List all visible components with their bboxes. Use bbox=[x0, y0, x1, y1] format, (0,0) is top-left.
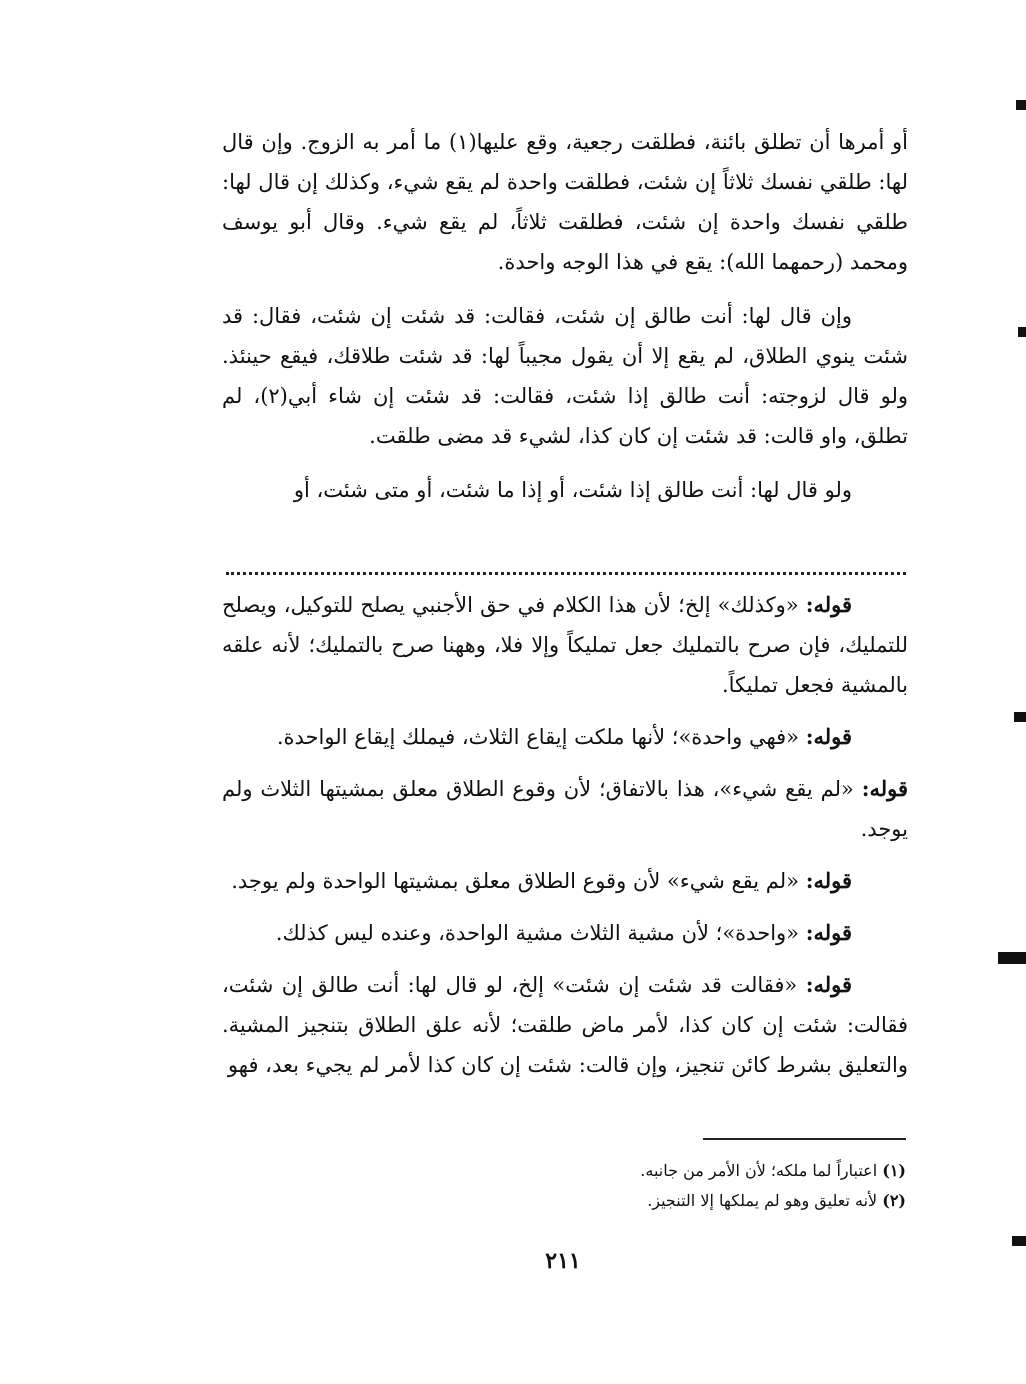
footnote-1 bbox=[500, 1156, 906, 1186]
scan-edge-mark bbox=[1016, 100, 1026, 110]
commentary-paragraph-4 bbox=[222, 861, 908, 901]
commentary-lead: قوله: bbox=[805, 972, 852, 997]
commentary-paragraph-3 bbox=[222, 769, 908, 849]
commentary-lead: قوله: bbox=[805, 920, 852, 945]
commentary-text: «فقالت قد شئت إن شئت» إلخ، لو قال لها: أنت طالق إن شئت، فقالت: شئت إن كان كذا، لأمر ماض طلقت؛ لأنه علق الطلاق بتنجيز المشية. والتعليق بشرط كائن تنجيز، وإن قالت: شئت إن كان كذا لأمر لم يجيء بعد، فهو bbox=[222, 973, 908, 1077]
commentary-paragraph-5 bbox=[222, 913, 908, 953]
commentary-lead: قوله: bbox=[805, 592, 852, 617]
page-number: ٢١١ bbox=[545, 1248, 581, 1274]
main-paragraph-1: أو أمرها أن تطلق بائنة، فطلقت رجعية، وقع عليها(١) ما أمر به الزوج. وإن قال لها: طلقي نفسك ثلاثاً إن شئت، فطلقت واحدة لم يقع شيء، وكذلك إن قال لها: طلقي نفسك واحدة إن شئت، فطلقت ثلاثاً، لم يقع شيء. وقال أبو يوسف ومحمد (رحمهما الله): يقع في هذا الوجه واحدة. bbox=[222, 130, 909, 274]
footnote-number: (١) bbox=[882, 1161, 906, 1180]
commentary-text: «لم يقع شيء»، هذا بالاتفاق؛ لأن وقوع الطلاق معلق بمشيتها الثلاث ولم يوجد. bbox=[222, 777, 908, 841]
commentary-lead: قوله: bbox=[861, 776, 908, 801]
commentary-text: «واحدة»؛ لأن مشية الثلاث مشية الواحدة، وعنده ليس كذلك. bbox=[275, 921, 806, 945]
footnote-number: (٢) bbox=[882, 1191, 906, 1210]
footnotes bbox=[500, 1156, 906, 1216]
main-paragraph-2: وإن قال لها: أنت طالق إن شئت، فقالت: قد شئت إن شئت، فقال: قد شئت ينوي الطلاق، لم يقع إلا أن يقول مجيباً لها: قد شئت طلاقك، فيقع حينئذ. ولو قال لزوجته: أنت طالق إذا شئت، فقالت: قد شئت إن شاء أبي(٢)، لم تطلق، واو قالت: قد شئت إن كان كذا، لشيء قد مضى طلقت. bbox=[222, 304, 908, 448]
footnote-2 bbox=[500, 1186, 906, 1216]
footnote-text: اعتباراً لما ملكه؛ لأن الأمر من جانبه. bbox=[640, 1161, 883, 1180]
commentary-text: «لم يقع شيء» لأن وقوع الطلاق معلق بمشيتها الواحدة ولم يوجد. bbox=[231, 869, 806, 893]
scan-edge-mark bbox=[1014, 712, 1026, 722]
commentary-text: «وكذلك» إلخ؛ لأن هذا الكلام في حق الأجنبي يصلح للتوكيل، ويصلح للتمليك، فإن صرح بالتمليك جعل تمليكاً وإلا فلا، وههنا صرح بالتمليك؛ لأنه علقه بالمشية فجعل تمليكاً. bbox=[222, 593, 908, 697]
commentary-lead: قوله: bbox=[805, 868, 852, 893]
scan-edge-mark bbox=[1018, 327, 1026, 337]
commentary-section bbox=[222, 585, 908, 1097]
commentary-lead: قوله: bbox=[805, 724, 852, 749]
commentary-paragraph-1 bbox=[222, 585, 908, 705]
commentary-paragraph-2 bbox=[222, 717, 908, 757]
scan-edge-mark bbox=[998, 952, 1026, 964]
main-text bbox=[222, 122, 908, 524]
dotted-divider bbox=[226, 572, 906, 575]
main-paragraph-3: ولو قال لها: أنت طالق إذا شئت، أو إذا ما شئت، أو متى شئت، أو bbox=[293, 478, 852, 502]
footnote-rule bbox=[703, 1138, 906, 1140]
scan-edge-mark bbox=[1012, 1236, 1026, 1246]
commentary-text: «فهي واحدة»؛ لأنها ملكت إيقاع الثلاث، فيملك إيقاع الواحدة. bbox=[276, 725, 806, 749]
footnote-text: لأنه تعليق وهو لم يملكها إلا التنجيز. bbox=[647, 1191, 883, 1210]
commentary-paragraph-6 bbox=[222, 965, 908, 1085]
